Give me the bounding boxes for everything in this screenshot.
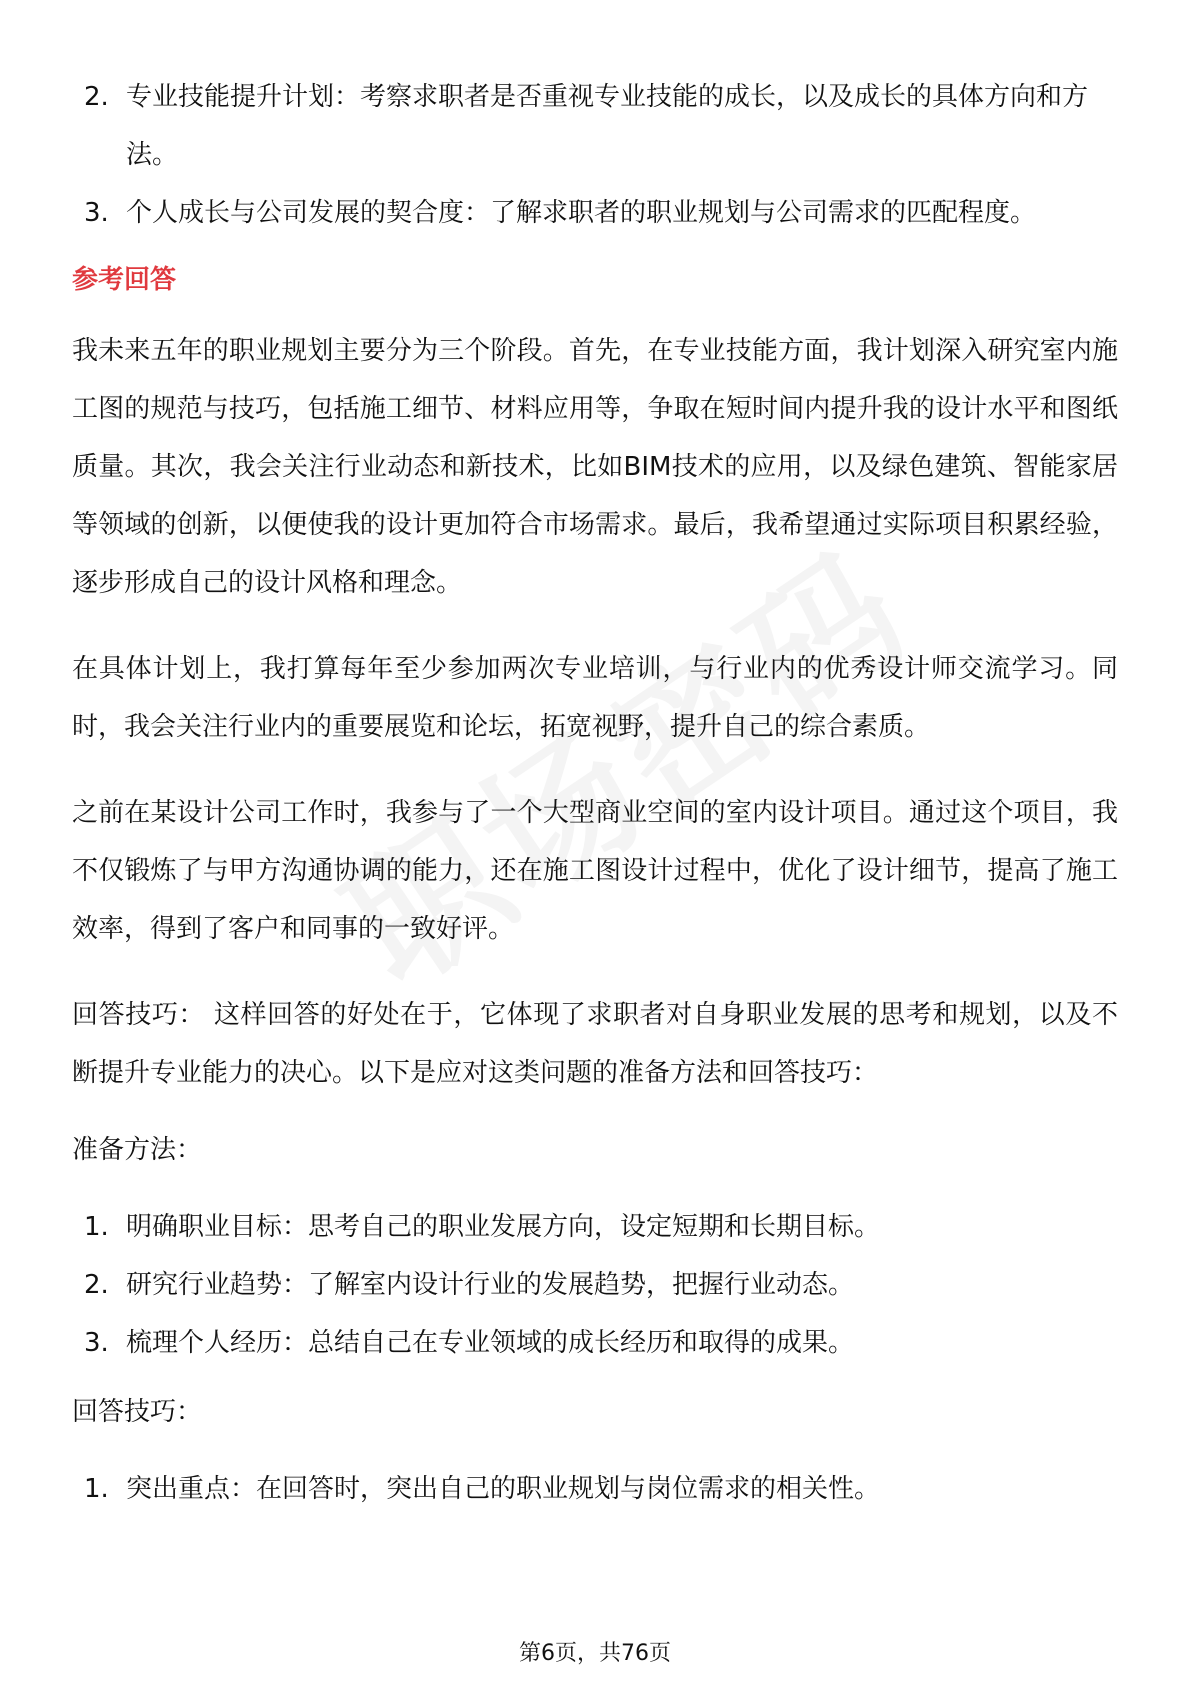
page-number-footer: 第6页，共76页 — [519, 1641, 671, 1666]
tips-paragraph: 回答技巧： 这样回答的好处在于，它体现了求职者对自身职业发展的思考和规划，以及不断提升专业能力的决心。以下是应对这类问题的准备方法和回答技巧： — [72, 1000, 1118, 1088]
prep-methods-list — [72, 1198, 1118, 1372]
answer-paragraph: 在具体计划上，我打算每年至少参加两次专业培训，与行业内的优秀设计师交流学习。同时，我会关注行业内的重要展览和论坛，拓宽视野，提升自己的综合素质。 — [72, 654, 1118, 742]
list-item — [72, 1256, 1118, 1314]
list-item-number: 2. — [84, 82, 109, 112]
page-content — [72, 68, 1118, 1518]
list-item — [72, 68, 1118, 184]
list-item-number: 1. — [84, 1212, 109, 1242]
section-title-reference-answer: 参考回答 — [72, 265, 177, 295]
list-item-text: 明确职业目标：思考自己的职业发展方向，设定短期和长期目标。 — [126, 1212, 881, 1242]
prep-methods-label: 准备方法： — [72, 1135, 203, 1165]
list-item-text: 突出重点：在回答时，突出自己的职业规划与岗位需求的相关性。 — [126, 1474, 881, 1504]
answer-tips-label: 回答技巧： — [72, 1397, 203, 1427]
list-item-number: 3. — [84, 1328, 109, 1358]
list-item-text: 专业技能提升计划：考察求职者是否重视专业技能的成长，以及成长的具体方向和方法。 — [126, 82, 1089, 170]
list-item — [72, 184, 1118, 242]
answer-paragraph: 我未来五年的职业规划主要分为三个阶段。首先，在专业技能方面，我计划深入研究室内施工图的规范与技巧，包括施工细节、材料应用等，争取在短时间内提升我的设计水平和图纸质量。其次，我会关注行业动态和新技术，比如BIM技术的应用，以及绿色建筑、智能家居等领域的创新，以便使我的设计更加符合市场需求。最后，我希望通过实际项目积累经验，逐步形成自己的设计风格和理念。 — [72, 336, 1118, 598]
list-item-number: 1. — [84, 1474, 109, 1504]
list-item-text: 梳理个人经历：总结自己在专业领域的成长经历和取得的成果。 — [126, 1328, 855, 1358]
list-item — [72, 1198, 1118, 1256]
list-item — [72, 1460, 1118, 1518]
list-item-text: 个人成长与公司发展的契合度：了解求职者的职业规划与公司需求的匹配程度。 — [126, 198, 1037, 228]
list-item — [72, 1314, 1118, 1372]
evaluation-points-list — [72, 68, 1118, 242]
list-item-text: 研究行业趋势：了解室内设计行业的发展趋势，把握行业动态。 — [126, 1270, 855, 1300]
list-item-number: 3. — [84, 198, 109, 228]
answer-tips-list — [72, 1460, 1118, 1518]
list-item-number: 2. — [84, 1270, 109, 1300]
answer-paragraph: 之前在某设计公司工作时，我参与了一个大型商业空间的室内设计项目。通过这个项目，我不仅锻炼了与甲方沟通协调的能力，还在施工图设计过程中，优化了设计细节，提高了施工效率，得到了客户和同事的一致好评。 — [72, 798, 1118, 944]
